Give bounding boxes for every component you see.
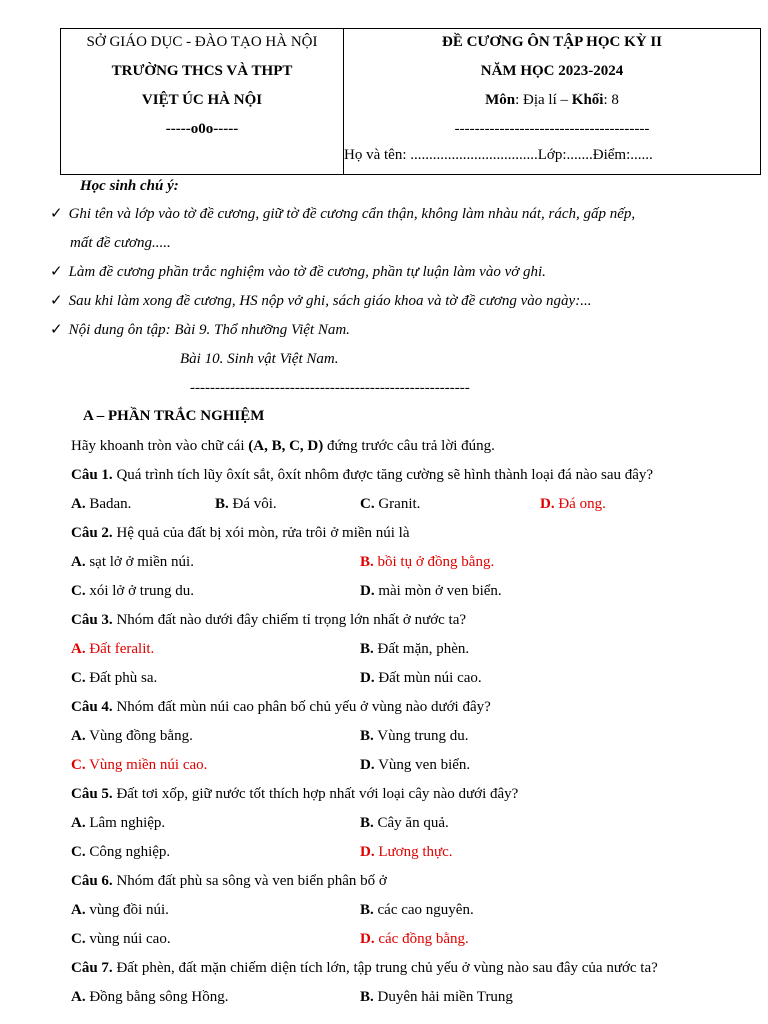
option-letter: C. xyxy=(71,670,86,686)
option-letter: C. xyxy=(71,583,86,599)
question-stem xyxy=(71,610,466,630)
option-text: Đất mùn núi cao. xyxy=(374,670,482,686)
instruction-choices: (A, B, C, D) xyxy=(248,438,324,454)
option-text: mài mòn ở ven biển. xyxy=(374,583,502,599)
question-text: Đất phèn, đất mặn chiếm diện tích lớn, tập trung chủ yếu ở vùng nào sau đây của nước ta? xyxy=(112,960,658,976)
notes-heading: Học sinh chú ý: xyxy=(80,178,179,194)
option-text: Vùng miền núi cao. xyxy=(85,757,208,773)
option-text: Badan. xyxy=(85,496,132,512)
checkmark-icon: ✓ xyxy=(50,264,63,280)
answer-option xyxy=(71,929,171,949)
question-stem xyxy=(71,958,658,978)
checkmark-icon: ✓ xyxy=(50,206,63,222)
note-text: Nội dung ôn tập: Bài 9. Thổ nhưỡng Việt Nam. xyxy=(68,322,350,338)
school-name-line2: VIỆT ÚC HÀ NỘI xyxy=(141,92,263,108)
question-text: Quá trình tích lũy ôxít sắt, ôxít nhôm được tăng cường sẽ hình thành loại đá nào sau đây? xyxy=(112,467,654,483)
option-letter: B. xyxy=(360,728,374,744)
answer-option xyxy=(540,494,606,514)
option-letter: B. xyxy=(360,815,374,831)
question-text: Đất tơi xốp, giữ nước tốt thích hợp nhất với loại cây nào dưới đây? xyxy=(112,786,519,802)
school-year: NĂM HỌC 2023-2024 xyxy=(480,63,624,79)
option-letter: C. xyxy=(71,844,86,860)
option-letter: D. xyxy=(360,583,375,599)
answer-option xyxy=(360,755,470,775)
answer-option xyxy=(71,813,165,833)
header-table xyxy=(60,28,761,175)
note-text: Sau khi làm xong đề cương, HS nộp vở ghi, sách giáo khoa và tờ đề cương vào ngày:... xyxy=(68,293,592,309)
answer-option xyxy=(360,929,469,949)
option-text: Đất phù sa. xyxy=(85,670,158,686)
option-text: vùng núi cao. xyxy=(85,931,171,947)
student-info-line: Họ và tên: ..................................Lớp:.......Điểm:...... xyxy=(344,147,653,163)
option-letter: B. xyxy=(215,496,229,512)
answer-option xyxy=(71,842,170,862)
option-text: Lương thực. xyxy=(374,844,453,860)
answer-option xyxy=(360,552,494,572)
question-stem xyxy=(71,871,387,891)
answer-option xyxy=(71,726,193,746)
option-letter: D. xyxy=(360,757,375,773)
option-text: sạt lở ở miền núi. xyxy=(85,554,194,570)
question-text: Nhóm đất phù sa sông và ven biển phân bố ở xyxy=(112,873,387,889)
note-text: Ghi tên và lớp vào tờ đề cương, giữ tờ đề cương cẩn thận, không làm nhàu nát, rách, gấp nếp, xyxy=(68,206,636,222)
option-text: Vùng trung du. xyxy=(373,728,469,744)
note-item xyxy=(50,262,546,282)
question-text: Nhóm đất mùn núi cao phân bố chủ yếu ở vùng nào dưới đây? xyxy=(112,699,491,715)
subject-value: : Địa lí – xyxy=(515,92,572,108)
answer-option xyxy=(360,726,469,746)
question-stem xyxy=(71,523,410,543)
note-item xyxy=(50,291,591,311)
option-letter: A. xyxy=(71,815,86,831)
header-right xyxy=(344,29,760,174)
option-text: Đá ong. xyxy=(554,496,606,512)
question-stem xyxy=(71,784,518,804)
answer-option xyxy=(71,755,207,775)
section-title: A – PHẦN TRẮC NGHIỆM xyxy=(83,408,265,424)
checkmark-icon: ✓ xyxy=(50,322,63,338)
option-text: Lâm nghiệp. xyxy=(85,815,166,831)
option-text: xói lở ở trung du. xyxy=(85,583,194,599)
answer-option xyxy=(360,639,469,659)
answer-option xyxy=(360,813,449,833)
department-name: SỞ GIÁO DỤC - ĐÀO TẠO HÀ NỘI xyxy=(86,34,318,50)
note-item xyxy=(50,320,350,340)
question-label: Câu 1. xyxy=(71,467,113,483)
option-letter: B. xyxy=(360,554,374,570)
question-label: Câu 4. xyxy=(71,699,113,715)
option-letter: D. xyxy=(540,496,555,512)
question-text: Nhóm đất nào dưới đây chiếm tỉ trọng lớn nhất ở nước ta? xyxy=(112,612,467,628)
subject-line xyxy=(344,87,760,116)
header-left xyxy=(61,29,344,174)
document-title: ĐỀ CƯƠNG ÔN TẬP HỌC KỲ II xyxy=(441,34,663,50)
section-instruction xyxy=(71,436,495,456)
option-letter: A. xyxy=(71,989,86,1005)
note-text: Làm đề cương phần trắc nghiệm vào tờ đề cương, phần tự luận làm vào vở ghi. xyxy=(68,264,546,280)
option-text: Đồng bằng sông Hồng. xyxy=(85,989,229,1005)
question-text: Hệ quả của đất bị xói mòn, rửa trôi ở miền núi là xyxy=(112,525,410,541)
answer-option xyxy=(360,668,482,688)
option-text: Vùng ven biển. xyxy=(374,757,471,773)
option-text: Granit. xyxy=(374,496,421,512)
checkmark-icon: ✓ xyxy=(50,293,63,309)
option-text: bồi tụ ở đồng bằng. xyxy=(373,554,495,570)
note-item-continued: Bài 10. Sinh vật Việt Nam. xyxy=(180,351,339,367)
question-stem xyxy=(71,697,491,717)
option-letter: A. xyxy=(71,902,86,918)
option-letter: A. xyxy=(71,641,86,657)
answer-option xyxy=(360,900,474,920)
option-letter: C. xyxy=(71,931,86,947)
answer-option xyxy=(360,842,453,862)
option-text: Đất mặn, phèn. xyxy=(373,641,470,657)
option-text: các cao nguyên. xyxy=(373,902,474,918)
instruction-text: Hãy khoanh tròn vào chữ cái xyxy=(71,438,249,454)
option-letter: A. xyxy=(71,554,86,570)
question-label: Câu 7. xyxy=(71,960,113,976)
question-label: Câu 6. xyxy=(71,873,113,889)
option-text: Vùng đồng bằng. xyxy=(85,728,193,744)
option-letter: A. xyxy=(71,496,86,512)
answer-option xyxy=(360,494,420,514)
question-label: Câu 2. xyxy=(71,525,113,541)
option-letter: B. xyxy=(360,641,374,657)
answer-option xyxy=(360,581,502,601)
header-ornament: -----o0o----- xyxy=(165,121,239,137)
question-label: Câu 3. xyxy=(71,612,113,628)
option-letter: B. xyxy=(360,989,374,1005)
option-text: Cây ăn quả. xyxy=(373,815,449,831)
header-divider: --------------------------------------- xyxy=(454,121,650,137)
option-text: các đồng bằng. xyxy=(374,931,469,947)
note-item xyxy=(50,204,635,224)
note-item-continued: mất đề cương..... xyxy=(70,235,171,251)
answer-option xyxy=(71,900,169,920)
option-letter: B. xyxy=(360,902,374,918)
answer-option xyxy=(360,987,513,1007)
answer-option xyxy=(71,552,194,572)
option-text: vùng đồi núi. xyxy=(85,902,169,918)
instruction-text-end: đứng trước câu trả lời đúng. xyxy=(323,438,495,454)
option-text: Công nghiệp. xyxy=(85,844,171,860)
option-text: Đất feralit. xyxy=(85,641,155,657)
grade-label: Khối xyxy=(571,92,604,108)
notes-divider: -------------------------------------------------------- xyxy=(190,380,470,396)
grade-value: : 8 xyxy=(603,92,619,108)
school-name-line1: TRƯỜNG THCS VÀ THPT xyxy=(111,63,293,79)
answer-option xyxy=(71,494,131,514)
option-letter: D. xyxy=(360,670,375,686)
question-stem xyxy=(71,465,653,485)
option-letter: A. xyxy=(71,728,86,744)
answer-option xyxy=(71,987,229,1007)
answer-option xyxy=(215,494,277,514)
answer-option xyxy=(71,639,154,659)
question-label: Câu 5. xyxy=(71,786,113,802)
answer-option xyxy=(71,668,157,688)
option-letter: C. xyxy=(71,757,86,773)
option-letter: D. xyxy=(360,931,375,947)
option-text: Duyên hải miền Trung xyxy=(373,989,513,1005)
answer-option xyxy=(71,581,194,601)
option-letter: D. xyxy=(360,844,375,860)
subject-label: Môn xyxy=(485,92,516,108)
option-letter: C. xyxy=(360,496,375,512)
option-text: Đá vôi. xyxy=(228,496,277,512)
